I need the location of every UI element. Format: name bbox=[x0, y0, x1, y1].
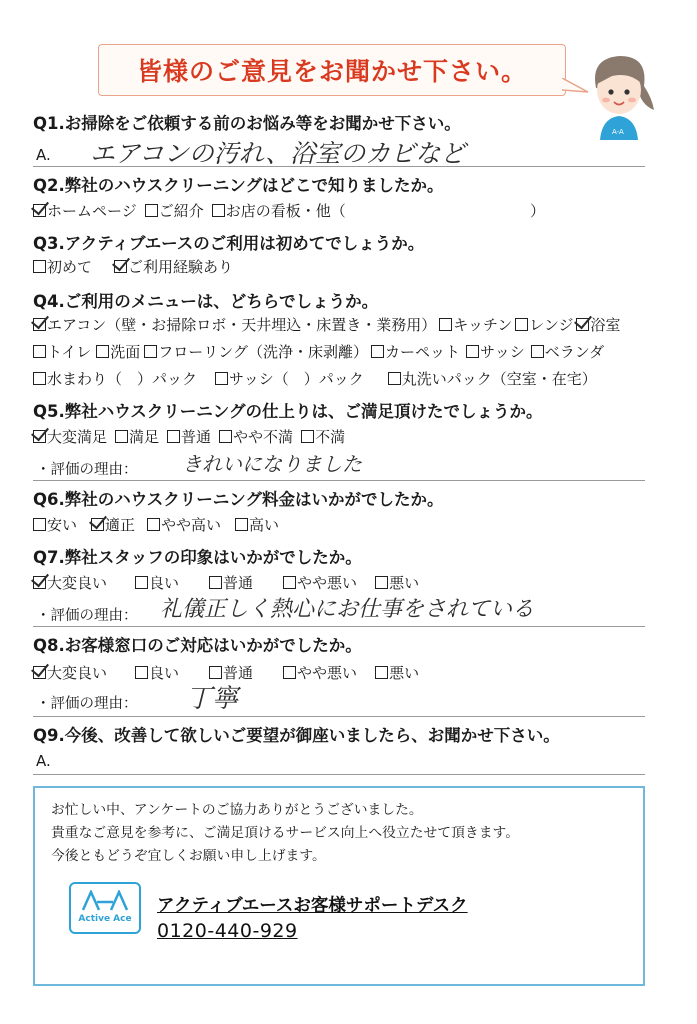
q7-option-good[interactable]: 良い bbox=[135, 572, 179, 593]
q4-options-row2 bbox=[33, 341, 604, 362]
support-phone-link[interactable]: 0120-440-929 bbox=[157, 920, 298, 942]
checkbox-icon[interactable] bbox=[115, 430, 128, 443]
q6-question: Q6.弊社のハウスクリーニング料金はいかがでしたか。 bbox=[33, 490, 444, 509]
q7-option-very-good[interactable]: 大変良い bbox=[33, 572, 107, 593]
checkbox-checked-icon[interactable] bbox=[33, 204, 46, 217]
q7-reason-label: ・評価の理由： bbox=[36, 608, 138, 624]
checkbox-checked-icon[interactable] bbox=[33, 318, 46, 331]
checkbox-icon[interactable] bbox=[33, 345, 46, 358]
support-desk-link[interactable]: アクティブエースお客様サポートデスク bbox=[157, 896, 468, 916]
q1-handwritten-answer[interactable]: エアコンの汚れ、浴室のカビなど bbox=[90, 139, 466, 168]
logo-text: Active Ace bbox=[78, 914, 132, 924]
checkbox-icon[interactable] bbox=[388, 372, 401, 385]
checkbox-icon[interactable] bbox=[135, 666, 148, 679]
q7-option-slightly-bad[interactable]: やや悪い bbox=[283, 572, 357, 593]
checkbox-icon[interactable] bbox=[531, 345, 544, 358]
active-ace-logo bbox=[69, 882, 141, 934]
footer-regards-line: 今後ともどうぞ宜しくお願い申し上げます。 bbox=[51, 848, 326, 864]
q7-options bbox=[33, 572, 427, 593]
q5-option-very-satisfied[interactable]: 大変満足 bbox=[33, 426, 107, 447]
q4-option-toilet[interactable]: トイレ bbox=[33, 341, 91, 362]
q5-reason-label: ・評価の理由： bbox=[36, 462, 138, 478]
checkbox-checked-icon[interactable] bbox=[91, 518, 104, 531]
q5-option-slightly-dissatisfied[interactable]: やや不満 bbox=[219, 426, 293, 447]
q5-handwritten-reason[interactable]: きれいになりました bbox=[182, 452, 362, 476]
checkbox-icon[interactable] bbox=[135, 576, 148, 589]
checkbox-icon[interactable] bbox=[96, 345, 109, 358]
q8-reason-label: ・評価の理由： bbox=[36, 696, 138, 712]
q4-question: Q4.ご利用のメニューは、どちらでしょうか。 bbox=[33, 292, 379, 311]
q3-question: Q3.アクティブエースのご利用は初めてでしょうか。 bbox=[33, 234, 425, 253]
q6-options bbox=[33, 514, 287, 535]
checkbox-icon[interactable] bbox=[301, 430, 314, 443]
q5-question: Q5.弊社ハウスクリーニングの仕上りは、ご満足頂けたでしょうか。 bbox=[33, 402, 543, 421]
checkbox-icon[interactable] bbox=[235, 518, 248, 531]
checkbox-icon[interactable] bbox=[167, 430, 180, 443]
q8-option-normal[interactable]: 普通 bbox=[209, 662, 253, 683]
checkbox-icon[interactable] bbox=[33, 260, 46, 273]
q1-question: Q1.お掃除をご依頼する前のお悩み等をお聞かせ下さい。 bbox=[33, 114, 461, 133]
checkbox-icon[interactable] bbox=[283, 576, 296, 589]
q5-option-dissatisfied[interactable]: 不満 bbox=[301, 426, 345, 447]
checkbox-icon[interactable] bbox=[145, 204, 158, 217]
q5-reason-line bbox=[33, 480, 645, 481]
checkbox-icon[interactable] bbox=[439, 318, 452, 331]
q9-answer-line bbox=[33, 774, 645, 775]
checkbox-icon[interactable] bbox=[371, 345, 384, 358]
q8-option-good[interactable]: 良い bbox=[135, 662, 179, 683]
q4-option-carpet[interactable]: カーペット bbox=[371, 341, 460, 362]
checkbox-checked-icon[interactable] bbox=[33, 430, 46, 443]
checkbox-checked-icon[interactable] bbox=[576, 318, 589, 331]
q2-option-homepage[interactable]: ホームページ bbox=[33, 200, 137, 221]
footer-feedback-line: 貴重なご意見を参考に、ご満足頂けるサービス向上へ役立たせて頂きます。 bbox=[51, 825, 519, 841]
logo-mark-icon bbox=[81, 890, 129, 912]
thank-you-box bbox=[33, 786, 645, 986]
checkbox-icon[interactable] bbox=[375, 576, 388, 589]
checkbox-icon[interactable] bbox=[283, 666, 296, 679]
q3-option-first-time[interactable]: 初めて bbox=[33, 256, 92, 277]
q4-option-flooring[interactable]: フローリング（洗浄・床剥離） bbox=[144, 341, 368, 362]
mascot-icon bbox=[582, 48, 656, 140]
q7-question: Q7.弊社スタッフの印象はいかがでしたか。 bbox=[33, 548, 362, 567]
q4-option-washroom[interactable]: 洗面 bbox=[96, 341, 140, 362]
q8-handwritten-reason[interactable]: 丁寧 bbox=[186, 684, 239, 714]
svg-text:A-A: A-A bbox=[612, 128, 624, 136]
q4-option-sash-pack[interactable]: サッシ（ ）パック bbox=[215, 368, 364, 389]
checkbox-icon[interactable] bbox=[515, 318, 528, 331]
q8-reason-line bbox=[33, 716, 645, 717]
q3-option-used-before[interactable]: ご利用経験あり bbox=[114, 256, 233, 277]
q9-answer-prefix: A. bbox=[36, 752, 51, 770]
q6-option-cheap[interactable]: 安い bbox=[33, 514, 77, 535]
q5-option-normal[interactable]: 普通 bbox=[167, 426, 211, 447]
q1-answer-prefix: A. bbox=[36, 146, 51, 164]
q5-options bbox=[33, 426, 353, 447]
q9-question: Q9.今後、改善して欲しいご要望が御座いましたら、お聞かせ下さい。 bbox=[33, 726, 560, 745]
page-title: 皆様のご意見をお聞かせ下さい。 bbox=[136, 57, 527, 86]
q6-option-expensive[interactable]: 高い bbox=[235, 514, 279, 535]
q7-handwritten-reason[interactable]: 礼儀正しく熱心にお仕事をされている bbox=[160, 597, 535, 622]
q4-options-row1 bbox=[33, 314, 621, 335]
q4-options-row3 bbox=[33, 368, 597, 389]
q8-option-slightly-bad[interactable]: やや悪い bbox=[283, 662, 357, 683]
q7-reason-line bbox=[33, 626, 645, 627]
q2-question: Q2.弊社のハウスクリーニングはどこで知りましたか。 bbox=[33, 176, 444, 195]
checkbox-checked-icon[interactable] bbox=[33, 666, 46, 679]
q1-answer-line bbox=[33, 166, 645, 167]
q4-option-aircon[interactable]: エアコン（壁・お掃除ロボ・天井埋込・床置き・業務用） bbox=[33, 314, 436, 335]
q6-option-fair[interactable]: 適正 bbox=[91, 514, 135, 535]
q8-option-bad[interactable]: 悪い bbox=[375, 662, 419, 683]
q6-option-slightly-expensive[interactable]: やや高い bbox=[147, 514, 221, 535]
checkbox-icon[interactable] bbox=[375, 666, 388, 679]
q8-question: Q8.お客様窓口のご対応はいかがでしたか。 bbox=[33, 636, 362, 655]
q2-close-paren: ） bbox=[530, 202, 546, 220]
q2-options bbox=[33, 200, 354, 221]
checkbox-icon[interactable] bbox=[219, 430, 232, 443]
checkbox-icon[interactable] bbox=[215, 372, 228, 385]
q7-option-bad[interactable]: 悪い bbox=[375, 572, 419, 593]
checkbox-icon[interactable] bbox=[33, 372, 46, 385]
q4-option-bathroom[interactable]: 浴室 bbox=[576, 314, 620, 335]
q2-option-other[interactable]: お店の看板・他（ bbox=[212, 200, 346, 221]
q4-option-range[interactable]: レンジ bbox=[515, 314, 573, 335]
footer-thanks-line: お忙しい中、アンケートのご協力ありがとうございました。 bbox=[51, 802, 423, 818]
q4-option-veranda[interactable]: ベランダ bbox=[531, 341, 604, 362]
q2-option-referral[interactable]: ご紹介 bbox=[145, 200, 204, 221]
header-bubble bbox=[98, 44, 566, 96]
q4-option-sash[interactable]: サッシ bbox=[466, 341, 525, 362]
q5-option-satisfied[interactable]: 満足 bbox=[115, 426, 159, 447]
checkbox-icon[interactable] bbox=[147, 518, 160, 531]
q4-option-full-wash-pack[interactable]: 丸洗いパック（空室・在宅） bbox=[388, 368, 597, 389]
checkbox-icon[interactable] bbox=[144, 345, 157, 358]
checkbox-checked-icon[interactable] bbox=[33, 576, 46, 589]
checkbox-icon[interactable] bbox=[212, 204, 225, 217]
q4-option-water-pack[interactable]: 水まわり（ ）パック bbox=[33, 368, 197, 389]
checkbox-icon[interactable] bbox=[209, 576, 222, 589]
checkbox-icon[interactable] bbox=[466, 345, 479, 358]
checkbox-checked-icon[interactable] bbox=[114, 260, 127, 273]
q8-option-very-good[interactable]: 大変良い bbox=[33, 662, 107, 683]
checkbox-icon[interactable] bbox=[33, 518, 46, 531]
q4-option-kitchen[interactable]: キッチン bbox=[439, 314, 512, 335]
q3-options bbox=[33, 256, 241, 277]
q7-option-normal[interactable]: 普通 bbox=[209, 572, 253, 593]
